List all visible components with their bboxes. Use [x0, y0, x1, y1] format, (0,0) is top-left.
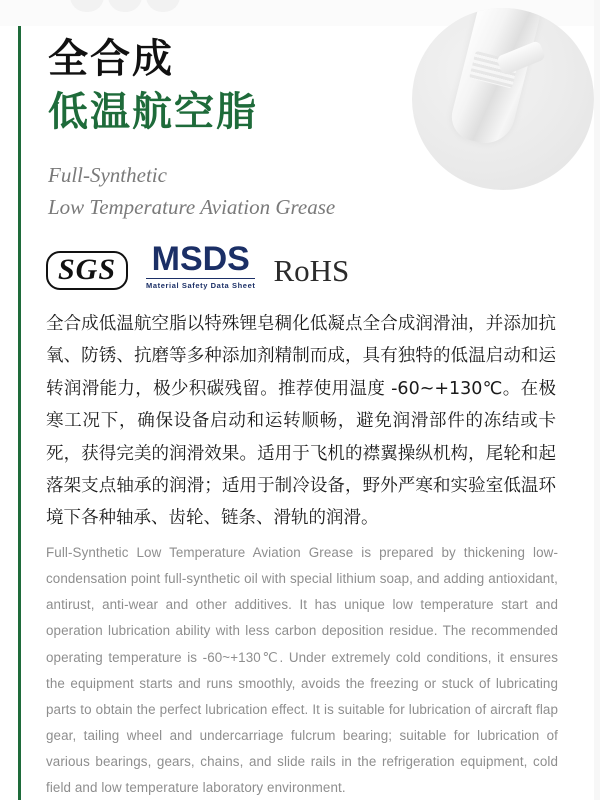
page-subtitle-en [48, 160, 468, 223]
title-block [48, 36, 468, 223]
scallop-shape [108, 0, 142, 12]
scallop-shape [70, 0, 104, 12]
page-title-cn-line1: 全合成 [48, 36, 174, 82]
msds-logo-title: MSDS [151, 240, 250, 278]
certification-logos [46, 242, 349, 290]
msds-logo [146, 242, 255, 290]
rohs-logo: RoHS [273, 253, 350, 288]
page-subtitle-en-line2: Low Temperature Aviation Grease [48, 194, 336, 219]
page-subtitle-en-line1: Full-Synthetic [48, 163, 167, 187]
page-title-cn-line2: 低温航空脂 [48, 89, 258, 135]
scallop-shape [146, 0, 180, 12]
description-chinese: 全合成低温航空脂以特殊锂皂稠化低凝点全合成润滑油，并添加抗氧、防锈、抗磨等多种添加剂精制而成，具有独特的低温启动和运转润滑能力，极少积碳残留。推荐使用温度 -60~+130℃。在极寒工况下，确保设备启动和运转顺畅，避免润滑部件的冻结或卡死，获得完美的润滑效果。适用于飞机的襟翼操纵机构，尾轮和起落架支点轴承的润滑；适用于制冷设备，野外严寒和实验室低温环境下各种轴承、齿轮、链条、滑轨的润滑。 [46, 314, 556, 529]
description-english: Full-Synthetic Low Temperature Aviation Grease is prepared by thickening low-condensation point full-synthetic oil with special lithium soap, and adding antioxidant, antirust, anti-wear and other additives. It has unique low temperature start and operation lubrication ability with less carbon deposition residue. The recommended operating temperature is -60~+130℃. Under extremely cold conditions, it ensures the equipment starts and runs smoothly, avoids the freezing or stuck of lubricating parts to obtain the perfect lubrication effect. It is suitable for lubrication of aircraft flap gear, tailing wheel and undercarriage fulcrum bearing; suitable for lubrication of various bearings, gears, chains, and slide rails in the refrigeration equipment, cold field and low temperature laboratory environment. [46, 545, 558, 796]
msds-logo-subtitle: Material Safety Data Sheet [146, 278, 255, 290]
left-accent-rule [18, 26, 21, 800]
right-edge-strip [594, 0, 600, 800]
sgs-logo: SGS [46, 251, 128, 291]
